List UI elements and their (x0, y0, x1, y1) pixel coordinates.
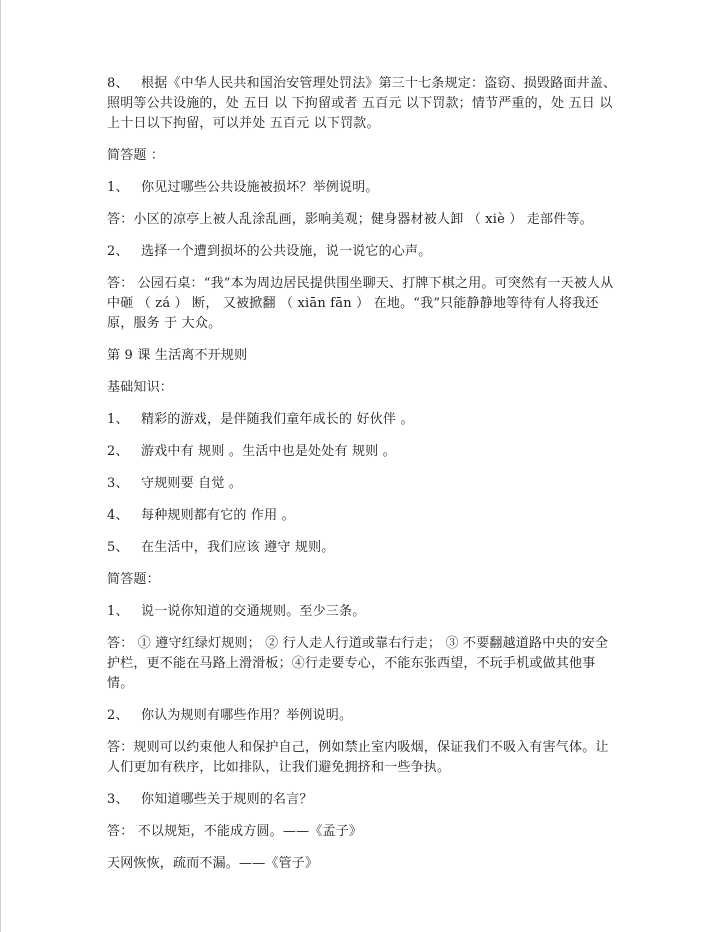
section-heading-short-answer (107, 146, 619, 166)
question-1 (107, 178, 619, 198)
paragraph-text: 答： 不以规矩，不能成方圆。——《孟子》 (107, 824, 363, 839)
paragraph-text: 答： 公园石桌：“我”本为周边居民提供围坐聊天、打牌下棋之用。可突然有一天被人从中砸 （ zá ） 断， 又被掀翻 （ xiān fān ） 在地。“我”只能静静地等待有人将我还原，服务 于 大众。 (107, 276, 614, 331)
paragraph-text: 精彩的游戏，是伴随我们童年成长的 好伙伴 。 (141, 412, 414, 427)
item-number: 1、 (107, 604, 129, 619)
paragraph-text: 答： ① 遵守红绿灯规则； ② 行人走人行道或靠右行走； ③ 不要翻越道路中央的安全护栏，更不能在马路上滑滑板；④行走要专心，不能东张西望，不玩手机或做其他事情。 (107, 636, 609, 691)
basics-item-1 (107, 410, 619, 430)
question-rule-quotes (107, 790, 619, 810)
item-number: 5、 (107, 540, 129, 555)
paragraph-text: 每种规则都有它的 作用 。 (141, 508, 295, 523)
paragraph-text: 基础知识： (107, 380, 174, 395)
item-number: 1、 (107, 180, 129, 195)
item-number: 4、 (107, 508, 129, 523)
answer-rule-functions (107, 738, 619, 778)
paragraph-text: 游戏中有 规则 。生活中也是处处有 规则 。 (141, 444, 396, 459)
answer-traffic-rules (107, 634, 619, 694)
question-traffic-rules (107, 602, 619, 622)
paragraph-text: 简答题 ： (107, 148, 165, 163)
paragraph-text: 根据《中华人民共和国治安管理处罚法》第三十七条规定：盗窃、损毁路面井盖、照明等公共设施的，处 五日 以 下拘留或者 五百元 以下罚款；情节严重的，处 五日 以上十日以下拘留，可以并处 五百元 以下罚款。 (107, 76, 617, 131)
lesson-title (107, 346, 619, 366)
paragraph-text: 你见过哪些公共设施被损坏？举例说明。 (141, 180, 379, 195)
answer-1 (107, 210, 619, 230)
paragraph-text: 答：小区的凉亭上被人乱涂乱画，影响美观；健身器材被人卸 （ xiè ） 走部件等。 (107, 212, 593, 227)
basics-item-2 (107, 442, 619, 462)
paragraph-text: 简答题： (107, 572, 160, 587)
item-number: 2、 (107, 708, 129, 723)
paragraph-8-law (107, 74, 619, 134)
paragraph-text: 天网恢恢，疏而不漏。——《管子》 (107, 856, 319, 871)
section-heading-short-answer-2 (107, 570, 619, 590)
answer-quote-2 (107, 854, 619, 874)
question-rule-functions (107, 706, 619, 726)
answer-quote-1 (107, 822, 619, 842)
paragraph-text: 第 9 课 生活离不开规则 (107, 348, 248, 363)
basics-item-4 (107, 506, 619, 526)
item-number: 3、 (107, 476, 129, 491)
paragraph-text: 你认为规则有哪些作用？举例说明。 (141, 708, 353, 723)
document-body (107, 74, 619, 886)
basics-item-3 (107, 474, 619, 494)
paragraph-text: 你知道哪些关于规则的名言？ (141, 792, 313, 807)
question-2 (107, 242, 619, 262)
item-number: 2、 (107, 444, 129, 459)
answer-2 (107, 274, 619, 334)
paragraph-text: 说一说你知道的交通规则。至少三条。 (141, 604, 366, 619)
paragraph-text: 在生活中，我们应该 遵守 规则。 (141, 540, 335, 555)
item-number: 1、 (107, 412, 129, 427)
paragraph-text: 答：规则可以约束他人和保护自己，例如禁止室内吸烟，保证我们不吸入有害气体。让人们更加有秩序，比如排队，让我们避免拥挤和一些争执。 (107, 740, 609, 775)
item-number: 3、 (107, 792, 129, 807)
paragraph-text: 守规则要 自觉 。 (141, 476, 243, 491)
section-heading-basics (107, 378, 619, 398)
item-number: 2、 (107, 244, 129, 259)
basics-item-5 (107, 538, 619, 558)
paragraph-text: 选择一个遭到损坏的公共设施，说一说它的心声。 (141, 244, 432, 259)
item-number: 8、 (107, 76, 129, 91)
